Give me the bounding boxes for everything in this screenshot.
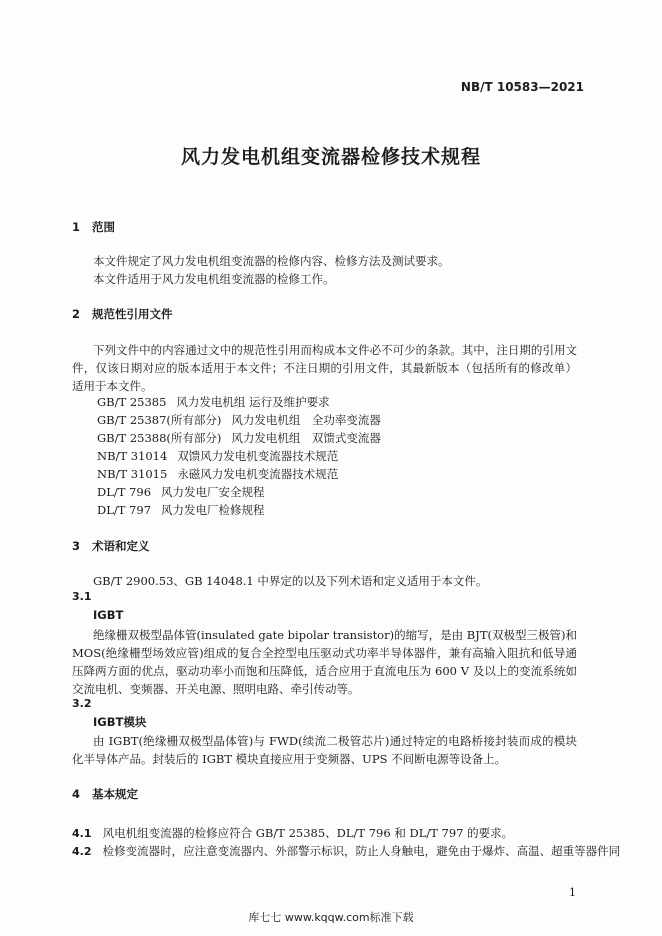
section-number: 4 <box>72 787 81 801</box>
scope-paragraph-2: 本文件适用于风力发电机组变流器的检修工作。 <box>93 272 335 286</box>
clause-text: 检修变流器时，应注意变流器内、外部警示标识，防止人身触电，避免由于爆炸、高温、超重等器件同 <box>102 844 621 858</box>
reference-item <box>97 448 338 464</box>
clause-4-2 <box>72 840 620 859</box>
standard-number: NB/T 10583—2021 <box>460 80 584 94</box>
reference-code: DL/T 797 <box>97 503 152 517</box>
page-number: 1 <box>569 886 576 899</box>
reference-code: GB/T 25385 <box>97 395 167 409</box>
reference-name: 风力发电厂安全规程 <box>161 485 265 499</box>
section-title: 规范性引用文件 <box>92 307 173 321</box>
reference-code: NB/T 31014 <box>97 449 168 463</box>
term-name: IGBT模块 <box>93 715 147 729</box>
reference-name: 风力发电厂检修规程 <box>161 503 265 517</box>
section-title: 术语和定义 <box>92 539 150 553</box>
clause-text: 风电机组变流器的检修应符合 GB/T 25385、DL/T 796 和 DL/T 797 的要求。 <box>102 826 514 840</box>
reference-item <box>97 466 338 482</box>
reference-name: 风力发电机组 全功率变流器 <box>231 413 381 427</box>
section-1-heading <box>72 219 115 235</box>
term-definition: 由 IGBT(绝缘栅双极型晶体管)与 FWD(续流二极管芯片)通过特定的电路桥接封装而成的模块化半导体产品。封装后的 IGBT 模块直接应用于变频器、UPS 不间断电源等设备上。 <box>72 734 577 766</box>
section-number: 3 <box>72 539 81 553</box>
reference-name: 风力发电机组 双馈式变流器 <box>231 431 381 445</box>
section-2-heading <box>72 306 173 322</box>
section-number: 2 <box>72 307 81 321</box>
term-number: 3.2 <box>72 697 92 710</box>
section-4-heading <box>72 786 138 802</box>
reference-code: GB/T 25388(所有部分) <box>97 431 222 445</box>
terms-intro: GB/T 2900.53、GB 14048.1 中界定的以及下列术语和定义适用于本文件。 <box>93 574 488 588</box>
clause-number: 4.2 <box>72 845 92 858</box>
reference-item <box>97 502 265 518</box>
section-3-heading <box>72 538 150 554</box>
term-name: IGBT <box>93 608 124 622</box>
reference-item <box>97 412 381 428</box>
reference-item <box>97 484 265 500</box>
normative-references-intro: 下列文件中的内容通过文中的规范性引用而构成本文件必不可少的条款。其中，注日期的引用文件，仅该日期对应的版本适用于本文件；不注日期的引用文件，其最新版本（包括所有的修改单）适用于本文件。 <box>72 343 577 393</box>
term-definition: 绝缘栅双极型晶体管(insulated gate bipolar transistor)的缩写，是由 BJT(双极型三极管)和 MOS(绝缘栅型场效应管)组成的复合全控型电压驱动式功率半导体器件，兼有高输入阻抗和低导通压降两方面的优点，驱动功率小而饱和压降低，适合应用于直流电压为 600 V 及以上的变流系统如交流电机、变频器、开关电源、照明电路、牵引传动等。 <box>72 628 577 696</box>
reference-name: 永磁风力发电机变流器技术规范 <box>177 467 339 481</box>
reference-name: 风力发电机组 运行及维护要求 <box>176 395 330 409</box>
section-title: 基本规定 <box>92 787 138 801</box>
scope-paragraph-1: 本文件规定了风力发电机组变流器的检修内容、检修方法及测试要求。 <box>93 254 450 268</box>
reference-name: 双馈风力发电机变流器技术规范 <box>177 449 339 463</box>
clause-4-1 <box>72 822 513 841</box>
reference-item <box>97 430 381 446</box>
footer-watermark: 库七七 www.kqqw.com标准下载 <box>248 911 414 924</box>
document-title: 风力发电机组变流器检修技术规程 <box>180 146 481 168</box>
reference-code: NB/T 31015 <box>97 467 168 481</box>
section-title: 范围 <box>92 220 115 234</box>
section-number: 1 <box>72 220 81 234</box>
term-number: 3.1 <box>72 590 92 603</box>
reference-item <box>97 394 330 410</box>
clause-number: 4.1 <box>72 827 92 840</box>
reference-code: DL/T 796 <box>97 485 152 499</box>
reference-code: GB/T 25387(所有部分) <box>97 413 222 427</box>
